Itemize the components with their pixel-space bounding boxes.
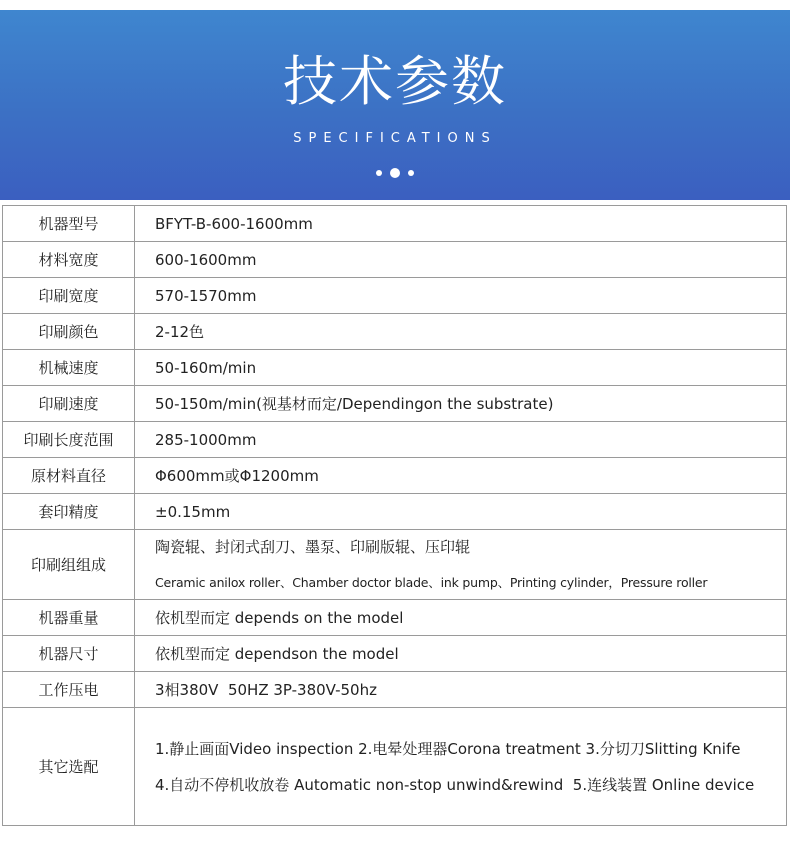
- dot-icon: [376, 170, 382, 176]
- table-row: [3, 530, 787, 600]
- spec-value: 600-1600mm: [135, 242, 787, 278]
- spec-label: 机器重量: [3, 600, 135, 636]
- table-row: [3, 708, 787, 826]
- table-row: [3, 422, 787, 458]
- table-row: [3, 386, 787, 422]
- spec-label: 套印精度: [3, 494, 135, 530]
- table-row: [3, 672, 787, 708]
- spec-value: 50-160m/min: [135, 350, 787, 386]
- spec-label: 印刷组组成: [3, 530, 135, 600]
- table-row: [3, 600, 787, 636]
- table-row: [3, 314, 787, 350]
- spec-value: [135, 708, 787, 826]
- spec-value-en: Ceramic anilox roller、Chamber doctor blade、ink pump、Printing cylinder，Pressure roller: [155, 574, 708, 590]
- spec-value-cn: 陶瓷辊、封闭式刮刀、墨泵、印刷版辊、压印辊: [155, 537, 471, 556]
- table-row: [3, 458, 787, 494]
- table-row: [3, 636, 787, 672]
- spec-label: 机器型号: [3, 206, 135, 242]
- dot-icon: [390, 168, 400, 178]
- spec-value: 285-1000mm: [135, 422, 787, 458]
- spec-value: 依机型而定 depends on the model: [135, 600, 787, 636]
- spec-value: [135, 530, 787, 600]
- spec-label: 其它选配: [3, 708, 135, 826]
- spec-label: 工作压电: [3, 672, 135, 708]
- spec-value: 依机型而定 dependson the model: [135, 636, 787, 672]
- table-row: [3, 278, 787, 314]
- spec-value: 50-150m/min(视基材而定/Dependingon the substrate): [135, 386, 787, 422]
- spec-label: 印刷颜色: [3, 314, 135, 350]
- options-line-1: 1.静止画面Video inspection 2.电晕处理器Corona treatment 3.分切刀Slitting Knife: [155, 739, 741, 758]
- spec-label: 材料宽度: [3, 242, 135, 278]
- spec-label: 印刷长度范围: [3, 422, 135, 458]
- spec-value: Φ600mm或Φ1200mm: [135, 458, 787, 494]
- spec-label: 原材料直径: [3, 458, 135, 494]
- table-row: [3, 350, 787, 386]
- decorative-dots: [0, 168, 790, 178]
- spec-value: ±0.15mm: [135, 494, 787, 530]
- spec-value: BFYT-B-600-1600mm: [135, 206, 787, 242]
- spec-label: 机械速度: [3, 350, 135, 386]
- spec-value: 3相380V 50HZ 3P-380V-50hz: [135, 672, 787, 708]
- table-row: [3, 206, 787, 242]
- table-row: [3, 242, 787, 278]
- page-title: 技术参数: [283, 50, 507, 113]
- spec-label: 印刷宽度: [3, 278, 135, 314]
- options-line-2: 4.自动不停机收放卷 Automatic non-stop unwind&rewind 5.连线装置 Online device: [155, 775, 755, 794]
- spec-table: [2, 205, 787, 826]
- spec-value: 2-12色: [135, 314, 787, 350]
- page-subtitle: SPECIFICATIONS: [293, 131, 497, 146]
- header-banner: [0, 10, 790, 200]
- table-row: [3, 494, 787, 530]
- spec-label: 机器尺寸: [3, 636, 135, 672]
- spec-label: 印刷速度: [3, 386, 135, 422]
- spec-value: 570-1570mm: [135, 278, 787, 314]
- dot-icon: [408, 170, 414, 176]
